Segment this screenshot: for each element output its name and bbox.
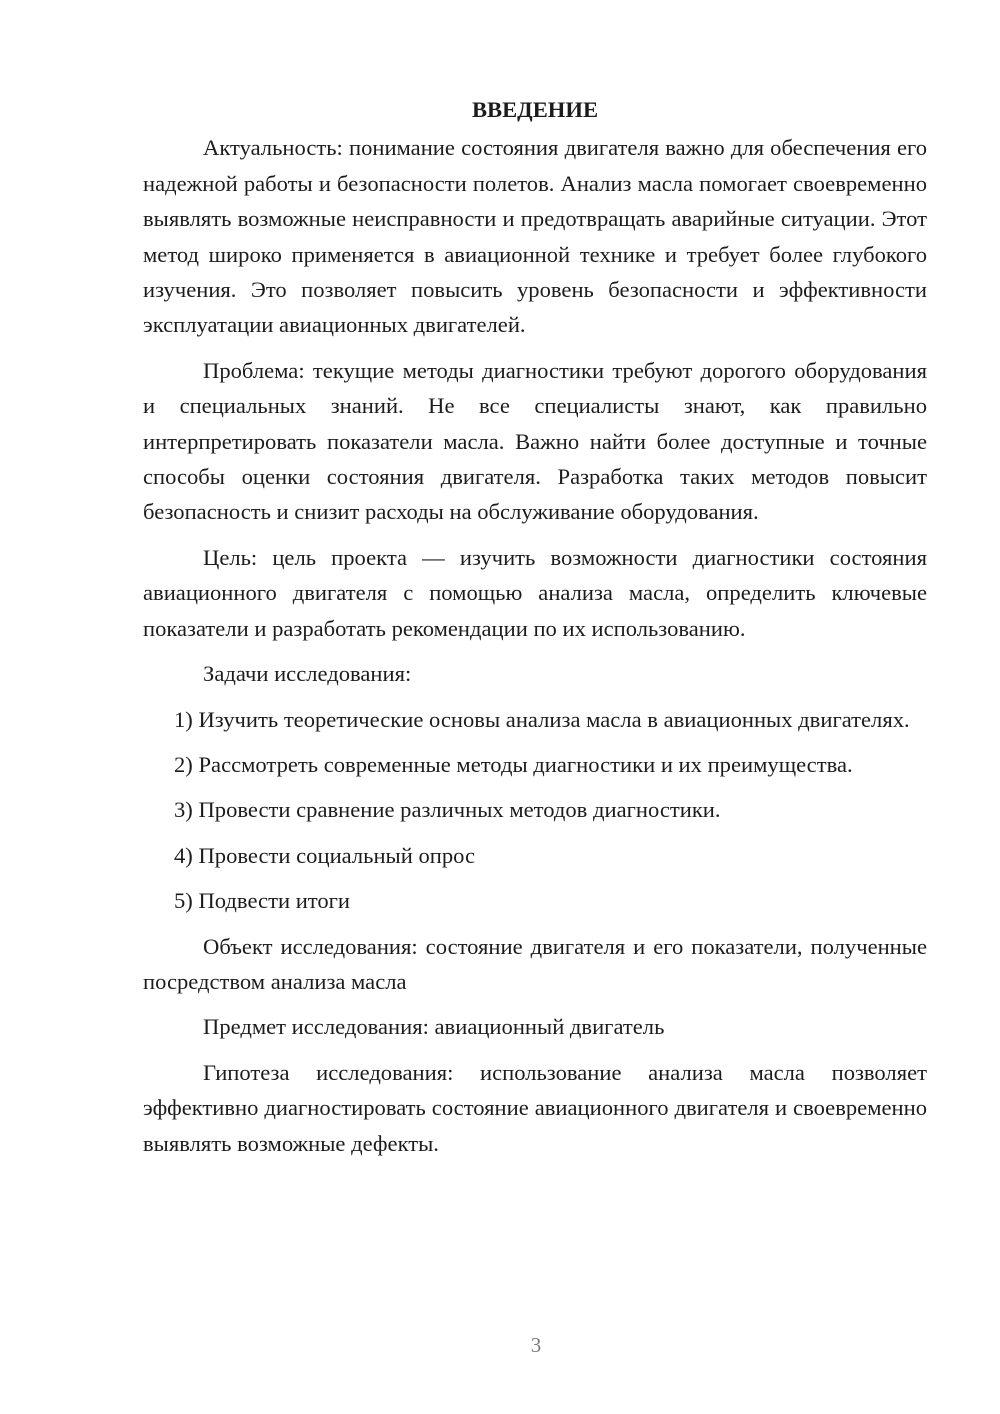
task-item-1: 1) Изучить теоретические основы анализа масла в авиационных двигателях.	[174, 706, 910, 732]
task-item-3: 3) Провести сравнение различных методов диагностики.	[174, 797, 721, 823]
paragraph-problem: Проблема: текущие методы диагностики требуют дорогого оборудования и специальных знаний. Не все специалисты знают, как правильно интерпретировать показатели масла. Важно найти более доступные и точные способы оценки состояния двигателя. Разработка таких методов повысит безопасность и снизит расходы на обслуживание оборудования.	[143, 357, 927, 525]
page-title: ВВЕДЕНИЕ	[471, 97, 599, 122]
page-number: 3	[530, 1333, 542, 1357]
paragraph-object: Объект исследования: состояние двигателя и его показатели, полученные посредством анализа масла	[143, 933, 927, 994]
paragraph-relevance: Актуальность: понимание состояния двигателя важно для обеспечения его надежной работы и безопасности полетов. Анализ масла помогает своевременно выявлять возможные неисправности и предотвращать аварийные ситуации. Этот метод широко применяется в авиационной технике и требует более глубокого изучения. Это позволяет повысить уровень безопасности и эффективности эксплуатации авиационных двигателей.	[143, 135, 927, 338]
task-item-4: 4) Провести социальный опрос	[174, 842, 476, 868]
paragraph-hypothesis: Гипотеза исследования: использование анализа масла позволяет эффективно диагностировать состояние авиационного двигателя и своевременно выявлять возможные дефекты.	[143, 1059, 927, 1156]
paragraph-goal: Цель: цель проекта — изучить возможности диагностики состояния авиационного двигателя с помощью анализа масла, определить ключевые показатели и разработать рекомендации по их использованию.	[143, 544, 927, 641]
tasks-heading: Задачи исследования:	[203, 661, 412, 687]
task-item-5: 5) Подвести итоги	[174, 888, 351, 914]
task-item-2: 2) Рассмотреть современные методы диагностики и их преимущества.	[174, 751, 853, 777]
document-body	[143, 92, 927, 1171]
paragraph-subject: Предмет исследования: авиационный двигатель	[203, 1014, 665, 1040]
